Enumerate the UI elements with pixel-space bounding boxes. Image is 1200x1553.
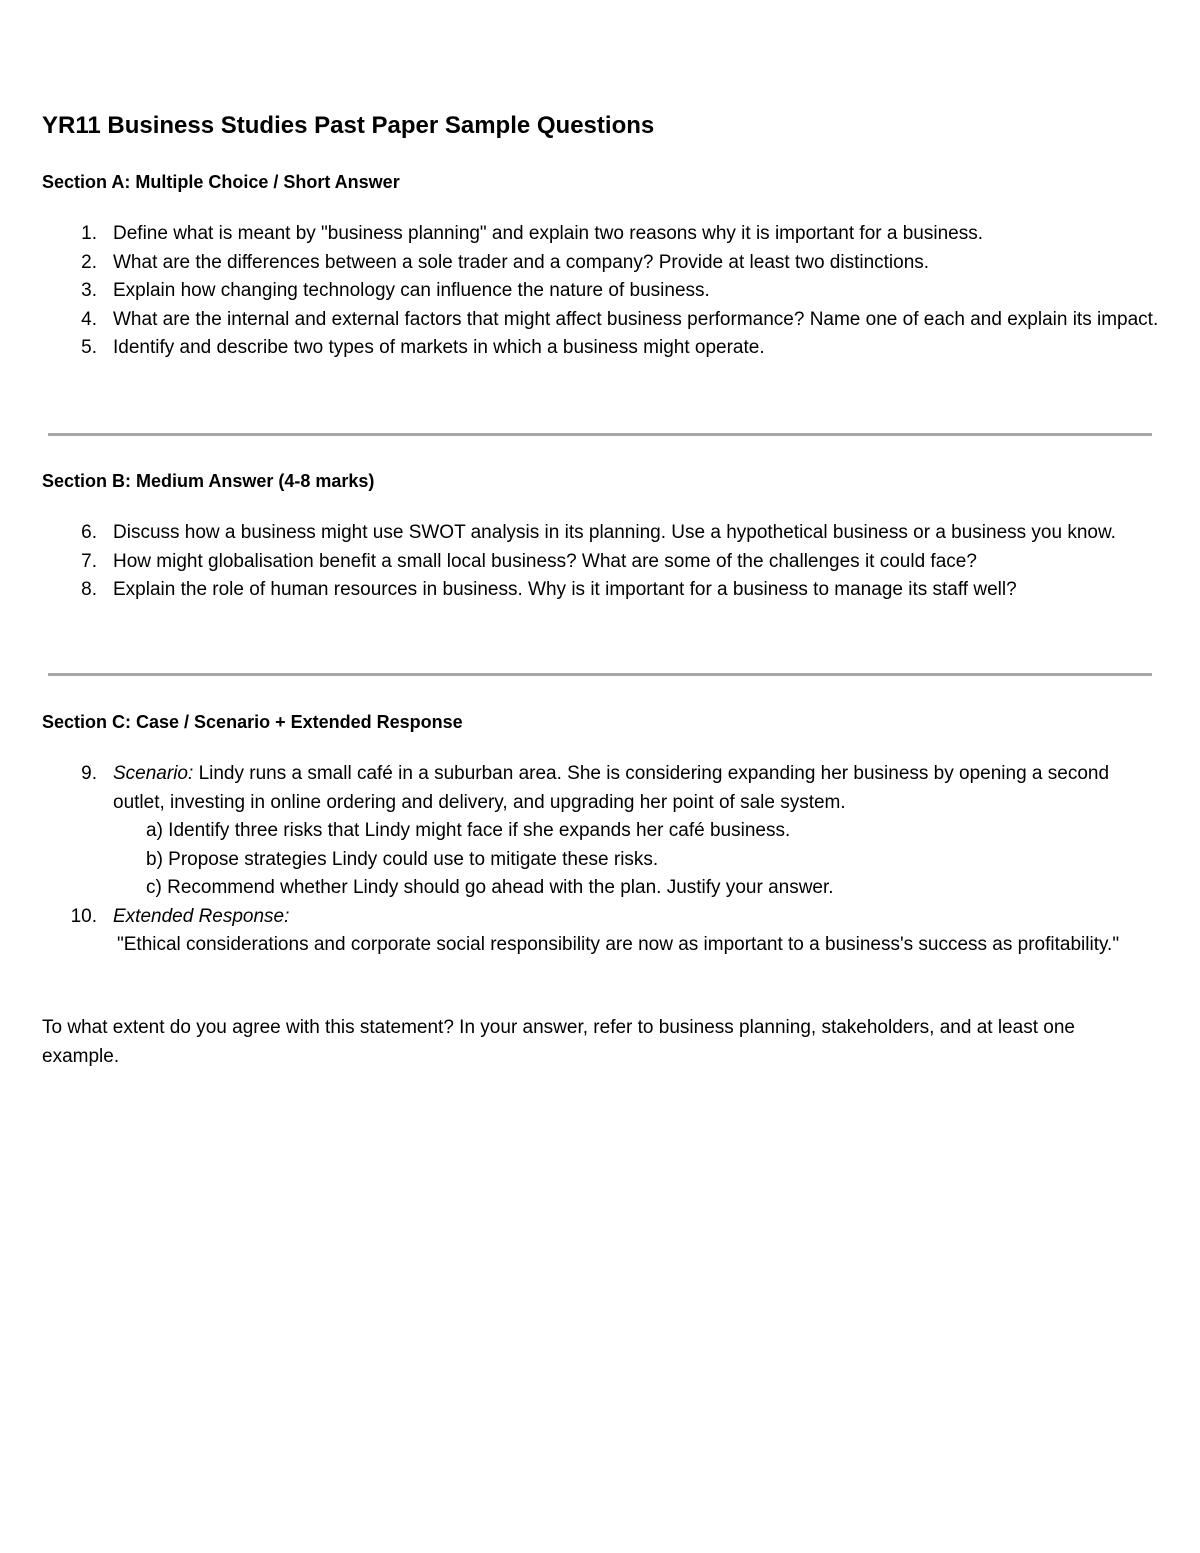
section-a-heading: Section A: Multiple Choice / Short Answer xyxy=(42,172,400,192)
question-number: 3. xyxy=(81,280,97,301)
question-9 xyxy=(0,760,1160,903)
section-a-question-list xyxy=(0,220,1160,363)
section-c-question-list xyxy=(0,760,1160,960)
question-text: Explain the role of human resources in business. Why is it important for a business to manage its staff well? xyxy=(113,579,1017,600)
document-title: YR11 Business Studies Past Paper Sample Questions xyxy=(42,112,655,139)
question-number: 10. xyxy=(70,905,97,927)
section-b-heading: Section B: Medium Answer (4-8 marks) xyxy=(42,471,375,491)
horizontal-divider xyxy=(48,673,1152,676)
question-text: What are the internal and external factors that might affect business performance? Name one of each and explain its impact. xyxy=(113,308,1159,330)
sub-question-a: a) Identify three risks that Lindy might face if she expands her café business. xyxy=(146,820,791,841)
question-7 xyxy=(0,548,1160,577)
sub-question-c: c) Recommend whether Lindy should go ahead with the plan. Justify your answer. xyxy=(146,877,834,898)
question-number: 2. xyxy=(81,251,97,273)
question-number: 9. xyxy=(81,763,97,784)
question-2 xyxy=(0,249,1160,278)
question-6 xyxy=(0,519,1160,548)
section-c-heading: Section C: Case / Scenario + Extended Response xyxy=(42,712,463,732)
question-text: How might globalisation benefit a small local business? What are some of the challenges it could face? xyxy=(113,550,977,572)
sub-question-b: b) Propose strategies Lindy could use to mitigate these risks. xyxy=(146,848,659,870)
question-text: Define what is meant by "business planning" and explain two reasons why it is important for a business. xyxy=(113,223,984,244)
question-number: 5. xyxy=(81,337,97,358)
question-text: What are the differences between a sole trader and a company? Provide at least two distinctions. xyxy=(113,251,930,273)
question-1 xyxy=(0,220,1160,249)
question-number: 8. xyxy=(81,579,97,600)
question-text: Explain how changing technology can influence the nature of business. xyxy=(113,280,710,301)
question-3 xyxy=(0,277,1160,306)
question-10 xyxy=(0,903,1160,960)
question-5 xyxy=(0,334,1160,363)
extended-response-label: Extended Response: xyxy=(113,905,290,927)
scenario-text: Lindy runs a small café in a suburban area. She is considering expanding her business by opening a second outlet, investing in online ordering and delivery, and upgrading her point of sale system. xyxy=(113,763,1110,813)
scenario-label: Scenario: xyxy=(113,763,194,784)
question-8 xyxy=(0,576,1160,605)
question-text: Discuss how a business might use SWOT analysis in its planning. Use a hypothetical business or a business you know. xyxy=(113,522,1116,543)
question-number: 6. xyxy=(81,522,97,543)
horizontal-divider xyxy=(48,433,1152,436)
question-number: 7. xyxy=(81,550,97,572)
question-number: 4. xyxy=(81,308,97,330)
closing-instruction: To what extent do you agree with this statement? In your answer, refer to business planning, stakeholders, and at least one example. xyxy=(42,1017,1075,1067)
question-text: Identify and describe two types of markets in which a business might operate. xyxy=(113,337,765,358)
question-number: 1. xyxy=(81,223,97,244)
extended-response-quote: "Ethical considerations and corporate social responsibility are now as important to a business's success as profitability." xyxy=(117,934,1120,955)
section-b-question-list xyxy=(0,519,1160,605)
question-4 xyxy=(0,306,1160,335)
